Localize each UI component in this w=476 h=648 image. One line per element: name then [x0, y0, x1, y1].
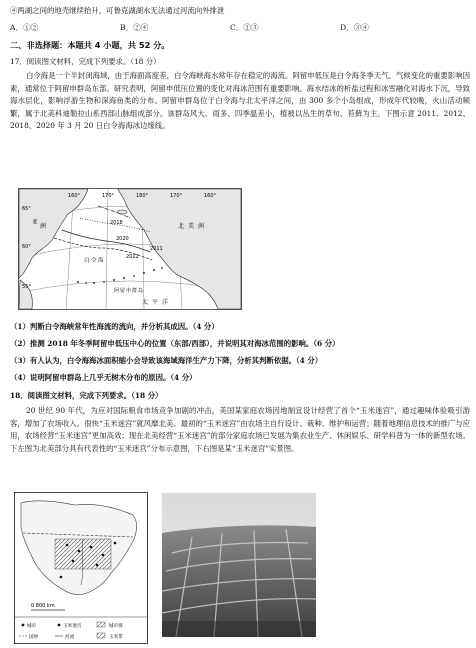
legend-corn-belt: 玉米带: [109, 635, 123, 640]
lon-label: 170°: [102, 193, 115, 199]
place-label: 美: [188, 223, 195, 230]
corn-maze-map: [14, 492, 148, 644]
legend-city: 城市: [27, 624, 37, 629]
place-label: 海: [98, 258, 104, 264]
year-label: 2020: [116, 236, 129, 242]
place-label: 北: [178, 223, 185, 230]
place-label: 留: [120, 288, 126, 294]
option-c[interactable]: C．①③: [230, 23, 259, 32]
place-label: 太: [142, 299, 149, 306]
lat-label: 55°: [22, 284, 31, 290]
q17-paragraph: [10, 70, 470, 133]
lon-label: 170°: [170, 193, 183, 199]
legend-river: 河流: [65, 635, 75, 640]
place-label: 令: [91, 258, 97, 264]
year-label: 2018: [110, 220, 123, 226]
bering-sea-map: [18, 188, 242, 310]
place-label: 平: [152, 299, 159, 306]
year-label: 2012: [126, 254, 139, 260]
place-label: 群: [132, 288, 138, 294]
lon-label: 160°: [68, 193, 81, 199]
q17-sub-1: （1）判断白令海峡常年性海流的流向，并分析其成因。（4 分）: [10, 322, 219, 331]
answer-options: [10, 22, 450, 33]
year-label: 2011: [150, 246, 163, 252]
legend-city-cluster: 城市群: [109, 624, 123, 629]
lon-label: 160°: [204, 193, 217, 199]
place-label: 洲: [40, 223, 47, 230]
map-scale: 0 800 km: [31, 603, 55, 609]
lat-label: 60°: [22, 244, 31, 250]
q18-text: 20 世纪 90 年代，为应对国际粮食市场竞争加剧的冲击，美国某家庭农场因地制宜设计经营了首个“玉米迷宫”，通过趣味体验吸引游客，增加了农场收入。很快“玉米迷宫”就风靡北美。最初的“玉米迷宫”由农场主自行设计、栽种、维护和运营；随着地理信息技术的推广与应用，农场经营“玉米迷宫”更加高效；现在北美经营“玉米迷宫”的部分家庭农场已发展为集农业生产、休闲娱乐、研学科普为一体的新型农场。下左图为北美部分具有代表性的“玉米迷宫”分布示意图，下右图是某“玉米迷宫”实景图。: [10, 406, 470, 453]
option-b[interactable]: B．②④: [120, 23, 149, 32]
q17-sub-4: （4）说明阿留申群岛上几乎无树木分布的原因。（4 分）: [10, 373, 197, 382]
place-label: 阿: [114, 288, 120, 294]
corn-maze-photo: [162, 493, 316, 637]
statement-4: ④两湖之间的地壳继续抬升，可鲁克湖湖水无法通过河流向外排泄: [10, 6, 225, 15]
q18-paragraph: [10, 405, 470, 455]
q17-sub-2: （2）推测 2018 年冬季阿留申低压中心的位置（东部/西部），并说明其对海冰范围的影响。（6 分）: [10, 339, 340, 348]
place-label: 亚: [32, 219, 39, 226]
place-label: 岛: [138, 288, 144, 294]
place-label: 洋: [162, 299, 169, 306]
section-title: 二、非选择题：本题共 4 小题，共 52 分。: [10, 40, 170, 50]
q18-header: 18．阅读图文材料，完成下列要求。（18 分）: [10, 391, 163, 400]
legend-maze: 玉米迷宫: [63, 624, 82, 629]
legend-border: 国界: [29, 635, 39, 640]
lon-label: 180°: [136, 193, 149, 199]
option-a[interactable]: A．①②: [10, 23, 39, 32]
q17-sub-3: （3）有人认为，白令海海冰面积缩小会导致该海域海洋生产力下降，分析其判断依据。（4 分）: [10, 356, 323, 365]
lat-label: 65°: [22, 206, 31, 212]
option-d[interactable]: D．③④: [340, 23, 369, 32]
place-label: 白: [84, 258, 90, 264]
q17-text: 白令海是一个半封闭海域，由于海面高度差，白令海峡海水常年存在稳定的海流。阿留申低压是白令海冬季天气、气候变化的重要影响因素，通常位于阿留申群岛东部。研究表明，阿留申低压位置的变化对海冰范围有重要影响。海水结冰的析盐过程和冰雪融化对海水下沉，导致海水层化，影响浮游生物和深海鱼类的分布。阿留申群岛位于白令海与北太平洋之间，由 300 多个小岛组成，形成年代较晚，火山活动频繁，属于北美科迪勒拉山系西部山脉组成部分。该群岛风大、雨多、四季温差小，植被以丛生的草句、苔藓为主。下图示意 2011、2012、2018、2020 年 3 月 20 日白令海海冰边缘线。: [10, 71, 470, 131]
place-label: 申: [126, 288, 132, 294]
place-label: 洲: [198, 223, 205, 230]
q17-header: 17．阅读图文材料，完成下列要求。（18 分）: [10, 57, 161, 66]
